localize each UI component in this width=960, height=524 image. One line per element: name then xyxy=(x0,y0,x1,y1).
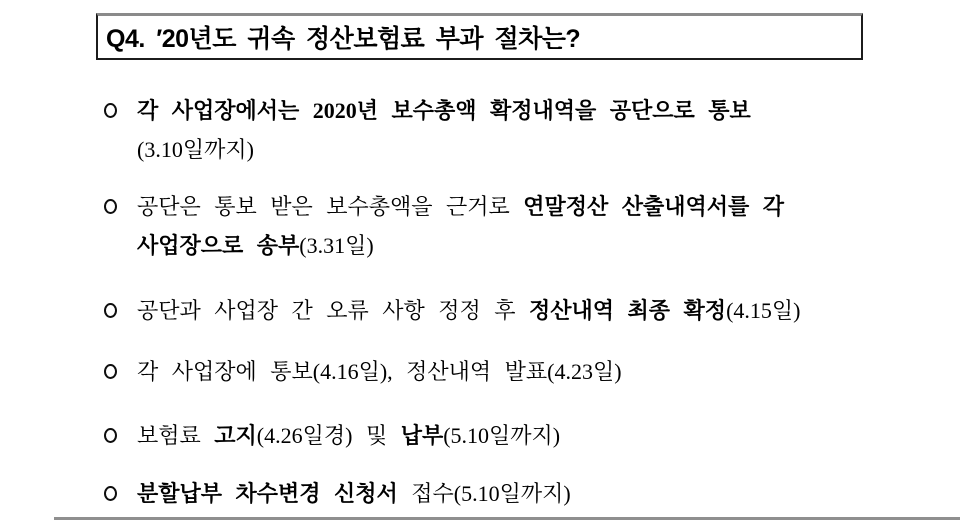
text-run: 접수(5.10일까지) xyxy=(397,481,571,506)
list-item xyxy=(104,91,751,169)
text-run-bold: 고지 xyxy=(214,423,257,448)
text-run-bold: 사업장으로 송부 xyxy=(137,233,300,258)
text-run-bold: 분할납부 차수변경 신청서 xyxy=(137,481,398,506)
text-run: 각 사업장에 통보(4.16일), 정산내역 발표(4.23일) xyxy=(137,359,622,384)
bullet-text xyxy=(137,91,751,169)
bullet-circle-icon xyxy=(104,199,117,214)
bullet-text xyxy=(137,291,800,330)
text-run: (3.31일) xyxy=(299,233,374,258)
text-run-bold: 각 사업장에서는 2020년 보수총액 확정내역을 공단으로 통보 xyxy=(137,98,751,123)
question-title: Q4. ′20년도 귀속 정산보험료 부과 절차는? xyxy=(106,25,581,53)
text-run: 공단과 사업장 간 오류 사항 정정 후 xyxy=(137,298,530,323)
bullet-circle-icon xyxy=(104,364,117,379)
text-run-bold: 납부 xyxy=(400,423,444,448)
text-run: (4.26일경) 및 xyxy=(256,423,401,448)
text-run: (4.15일) xyxy=(726,298,801,323)
bullet-circle-icon xyxy=(104,103,117,118)
text-run-bold: 정산내역 최종 확정 xyxy=(529,298,727,323)
question-title-box xyxy=(96,13,863,60)
bullet-text xyxy=(137,416,560,455)
list-item xyxy=(104,352,622,391)
text-run-bold: 연말정산 산출내역서를 각 xyxy=(523,194,785,219)
bullet-circle-icon xyxy=(104,486,117,501)
list-item xyxy=(104,474,571,513)
text-run: (3.10일까지) xyxy=(137,137,254,162)
list-item xyxy=(104,187,784,265)
bullet-text xyxy=(137,352,622,391)
text-run: (5.10일까지) xyxy=(443,423,561,448)
bottom-divider xyxy=(54,517,960,520)
bullet-text xyxy=(137,187,784,265)
list-item xyxy=(104,291,800,330)
text-run: 보험료 xyxy=(137,423,215,448)
list-item xyxy=(104,416,560,455)
bullet-circle-icon xyxy=(104,303,117,318)
bullet-text xyxy=(137,474,571,513)
text-run: 공단은 통보 받은 보수총액을 근거로 xyxy=(137,194,524,219)
bullet-circle-icon xyxy=(104,428,117,443)
